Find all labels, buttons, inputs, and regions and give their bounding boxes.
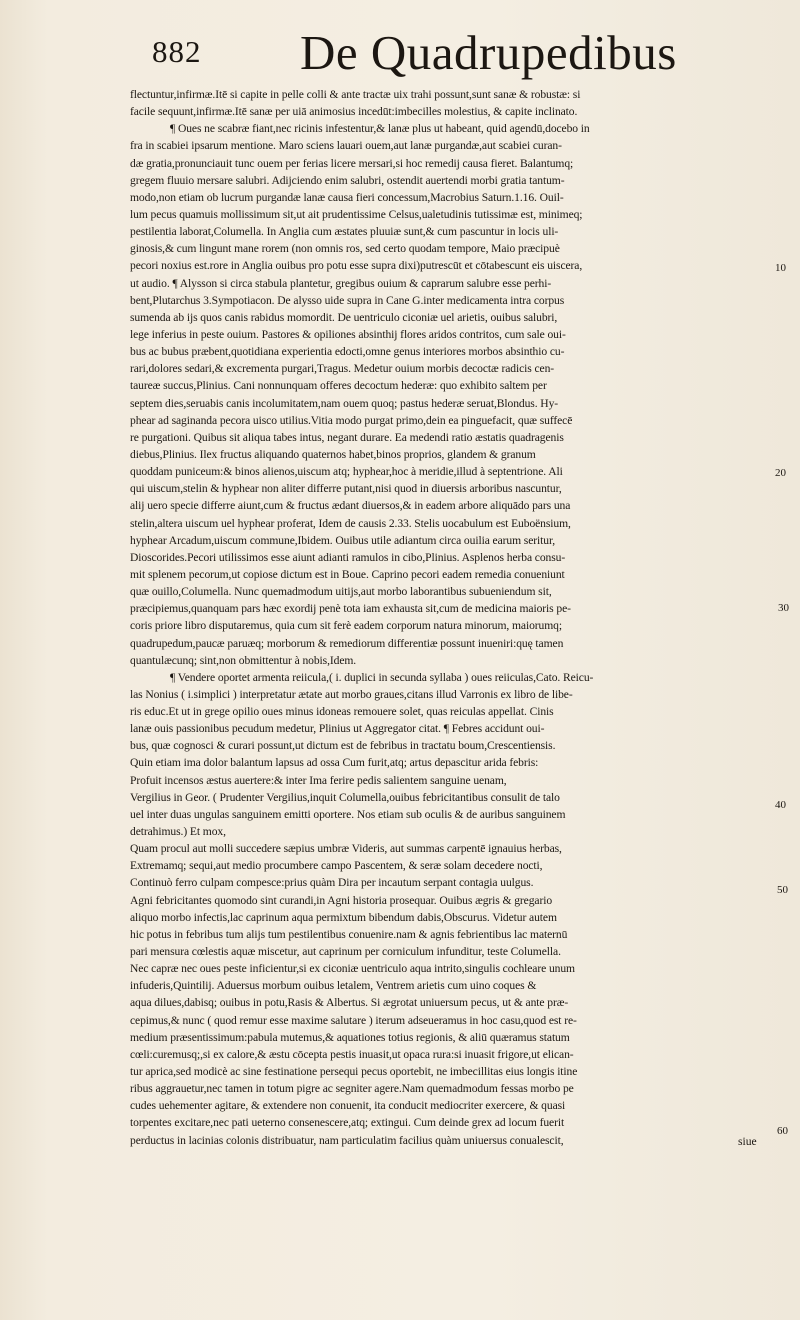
text-line: facile sequunt,infirmæ.Itē sanæ per uiā animosius incedūt:imbecilles molestius, & capite inclinato. (130, 105, 578, 119)
text-line: lum pecus quamuis mollissimum sit,ut ait prudentissime Celsus,ualetudinis tutissimæ est, minimeq; (130, 207, 583, 221)
text-line: re purgationi. Quibus sit aliqua tabes intus, negant durare. Ea medendi ratio æstatis quadragenis (130, 430, 564, 444)
text-line: bus ac bubus præbent,quotidiana experientia edocti,omne genus interiores morbos absinthio cu- (130, 345, 565, 359)
text-line: tur aprica,sed modicè ac sine festinatione persequi pecus oportebit, ne imbecillitas eius longis itine (130, 1065, 578, 1079)
text-line: cœli:curemusq;,si ex calore,& æstu cōcepta pestis inuasit,ut opaca rura:si inuasit frigore,ut elican- (130, 1047, 574, 1061)
text-line: alij uero specie differre aiunt,cum & fructus ædant diuersos,& in eadem arbore aliquādo pars una (130, 499, 571, 513)
text-line: uel inter duas ungulas sanguinem emitti oportere. Nos etiam sub oculis & de auribus sanguinem (130, 807, 566, 821)
text-line: pestilentia laborat,Columella. In Anglia cum æstates pluuiæ sunt,& cum pascuntur in locis uli- (130, 225, 559, 239)
text-line: quæ ouillo,Columella. Nunc quemadmodum uitijs,aut morbo laborantibus subueniendum sit, (130, 585, 552, 599)
text-line: Nec capræ nec oues peste inficientur,si ex ciconiæ uentriculo aqua intrito,singulis cochleare unum (130, 962, 575, 976)
text-line: coris priore libro disputaremus, quia cum sit ferè eadem corporum natura minorum, maiorumq; (130, 619, 562, 633)
text-line: hic potus in febribus tum alijs tum pestilentibus conuenire.nam & agnis febrientibus lac maternū (130, 927, 568, 941)
text-line: ¶ Oues ne scabræ fiant,nec ricinis infestentur,& lanæ plus ut habeant, quid agendū,docebo in (170, 122, 590, 136)
margin-line-number: 30 (778, 602, 789, 614)
text-line: cudes uehementer agitare, & extendere non conuenit, ita conducit mediocriter exercere, & quasi (130, 1099, 566, 1113)
page-number: 882 (152, 34, 202, 69)
text-line: ribus aggrauetur,nec tamen in totum pigre ac segniter agere.Nam quemadmodum fessas morbo pe (130, 1082, 574, 1096)
text-line: medium præsentissimum:pabula mutemus,& aquationes totius regionis, & aliū quæramus statum (130, 1030, 570, 1044)
text-line: Quam procul aut molli succedere sæpius umbræ Videris, aut summas carpentē ignauius herbas, (130, 842, 562, 856)
text-line: præcipiemus,quanquam pars hæc exordij penè tota iam exhausta sit,cum de medicina maioris pe- (130, 602, 571, 616)
text-line: diebus,Plinius. Ilex fructus aliquando quaternos habet,binos proprios, glandem & granum (130, 447, 536, 461)
text-line: hyphear Arcadum,uiscum commune,Ibidem. Ouibus utile adiantum circa ouilia earum seritur, (130, 533, 556, 547)
text-line: bent,Plutarchus 3.Sympotiacon. De alysso uide supra in Cane G.inter medicamenta intra corpus (130, 293, 565, 307)
text-line: phear ad saginanda pecora uisco utilius.Vitia modo purgat primo,dein ea pinguefacit, quæ suffecē (130, 413, 573, 427)
text-line: quoddam puniceum:& binos alienos,uiscum atq; hyphear,hoc à meridie,illud à septentrione. Ali (130, 465, 563, 479)
text-line: Vergilius in Geor. ( Prudenter Vergilius,inquit Columella,ouibus febricitantibus consulit de talo (130, 790, 560, 804)
margin-line-number: 20 (775, 467, 786, 479)
text-line: ginosis,& cum lingunt mane rorem (non omnis ros, sed certo quodam tempore, Maio præcipuè (130, 242, 560, 256)
text-line: cepimus,& nunc ( quod remur esse maxime salutare ) iterum adseueramus in hoc casu,quod est re- (130, 1013, 577, 1027)
text-line: gregem fluuio mersare salubri. Adijciendo enim salubri, ostendit auertendi morbi gratia tantum- (130, 173, 565, 187)
text-line: Dioscorides.Pecori utilissimos esse aiunt adianti ramulos in cibo,Plinius. Asplenos herba consu- (130, 550, 566, 564)
text-line: rari,dolores sedari,& excrementa purgari,Tragus. Medetur ouium morbis decoctæ radicis cen- (130, 362, 555, 376)
text-line: mit splenem pecorum,ut copiose dictum est in Boue. Caprino pecori eadem remedia conueniunt (130, 567, 565, 581)
text-line: septem dies,seruabis canis incolumitatem,nam ouem quoq; pastus hederæ seruat,Blondus. Hy- (130, 396, 559, 410)
text-line: Quin etiam ima dolor balantum lapsus ad ossa Cum furit,atq; artus depascitur arida febris: (130, 756, 539, 770)
text-line: taureæ succus,Plinius. Cani nonnunquam offeres decoctum hederæ: quo exhibito saltem per (130, 379, 547, 393)
text-line: quadrupedum,paucæ paruæq; morborum & remediorum differentiæ possunt inueniri:quę tamen (130, 636, 564, 650)
text-line: aqua dilues,dabisq; ouibus in potu,Rasis & Albertus. Si ægrotat uniuersum pecus, ut & ante præ- (130, 996, 569, 1010)
text-line: Profuit incensos æstus auertere:& inter Ima ferire pedis salientem sanguine uenam, (130, 773, 507, 787)
margin-line-number: 40 (775, 799, 786, 811)
catchword: siue (738, 1135, 757, 1148)
text-line: modo,non etiam ob lucrum purgandæ lanæ causa fieri concessum,Macrobius Saturn.1.16. Ouil- (130, 190, 564, 204)
text-line: pecori noxius est.rore in Anglia ouibus pro potu esse supra dixi)putrescūt et cōtabescunt eis uiscera, (130, 259, 583, 273)
text-line: stelin,altera uiscum uel hyphear proferat, Idem de causis 2.33. Stelis uocabulum est Euboënsium, (130, 516, 571, 530)
text-line: Extremamq; sequi,aut medio procumbere campo Pascentem, & seræ solam decedere nocti, (130, 859, 543, 873)
text-line: pari mensura cœlestis aquæ miscetur, aut caprinum per corniculum infunditur, teste Columella. (130, 945, 561, 959)
text-line: ris educ.Et ut in grege opilio oues minus idoneas remouere solet, quas reiculas appellat. Cinis (130, 705, 554, 719)
text-line: detrahimus.) Et mox, (130, 825, 226, 839)
body-text (130, 86, 770, 1149)
margin-line-number: 50 (777, 884, 788, 896)
text-line: ¶ Vendere oportet armenta reiicula,( i. duplici in secunda syllaba ) oues reiiculas,Cato. Reicu- (170, 670, 594, 684)
text-line: infuderis,Quintilij. Aduersus morbum ouibus letalem, Ventrem arietis cum uino coques & (130, 979, 537, 993)
text-line: Agni febricitantes quomodo sint curandi,in Agni historia prosequar. Ouibus ægris & gregario (130, 893, 553, 907)
text-line: Continuò ferro culpam compesce:prius quàm Dira per incautum serpant contagia uulgus. (130, 876, 534, 890)
page-title: De Quadrupedibus (300, 25, 677, 80)
text-line: dæ gratia,pronunciauit tunc ouem per ferias licere mersari,si hoc remedij causa fieret. Balantumq; (130, 156, 574, 170)
text-line: quantulæcunq; sint,non obmittentur à nobis,Idem. (130, 653, 357, 667)
text-line: perductus in lacinias colonis distribuatur, nam particulatim facilius quàm uniuersus conualescit, (130, 1133, 564, 1147)
text-line: aliquo morbo infectis,lac caprinum aqua permixtum bibendum dabis,Obscurus. Videtur autem (130, 910, 557, 924)
text-line: torpentes excitare,nec pati ueterno consenescere,atq; extingui. Cum deinde grex ad locum fuerit (130, 1116, 565, 1130)
text-line: ut audio. ¶ Alysson si circa stabula plantetur, gregibus ouium & caprarum salubre esse perhi- (130, 276, 552, 290)
text-line: sumenda ab ijs quos canis rabidus momordit. De uentriculo ciconiæ uel arietis, ouibus salubri, (130, 310, 558, 324)
text-line: lege inferius in peste ouium. Pastores & opiliones absinthij flores aridos contritos, cum sale oui- (130, 327, 566, 341)
text-line: las Nonius ( i.simplici ) interpretatur ætate aut morbo graues,citans illud Varronis ex libro de libe- (130, 687, 573, 701)
text-line: qui uiscum,stelin & hyphear non aliter differre putant,nisi quod in diuersis arboribus nascuntur, (130, 482, 562, 496)
text-line: flectuntur,infirmæ.Itē si capite in pelle colli & ante tractæ uix trahi possunt,sunt sanæ & robustæ: si (130, 88, 581, 101)
text-line: lanæ ouis passionibus pecudum medetur, Plinius ut Aggregator citat. ¶ Febres accidunt oui- (130, 722, 545, 736)
margin-line-number: 60 (777, 1125, 788, 1137)
margin-line-number: 10 (775, 262, 786, 274)
text-line: bus, quæ cognosci & curari possunt,ut dictum est de febribus in tractatu boum,Crescentiensis. (130, 739, 556, 753)
text-line: fra in scabiei ipsarum mentione. Maro sciens lauari ouem,aut lanæ purgandæ,aut scabiei curan- (130, 139, 562, 153)
